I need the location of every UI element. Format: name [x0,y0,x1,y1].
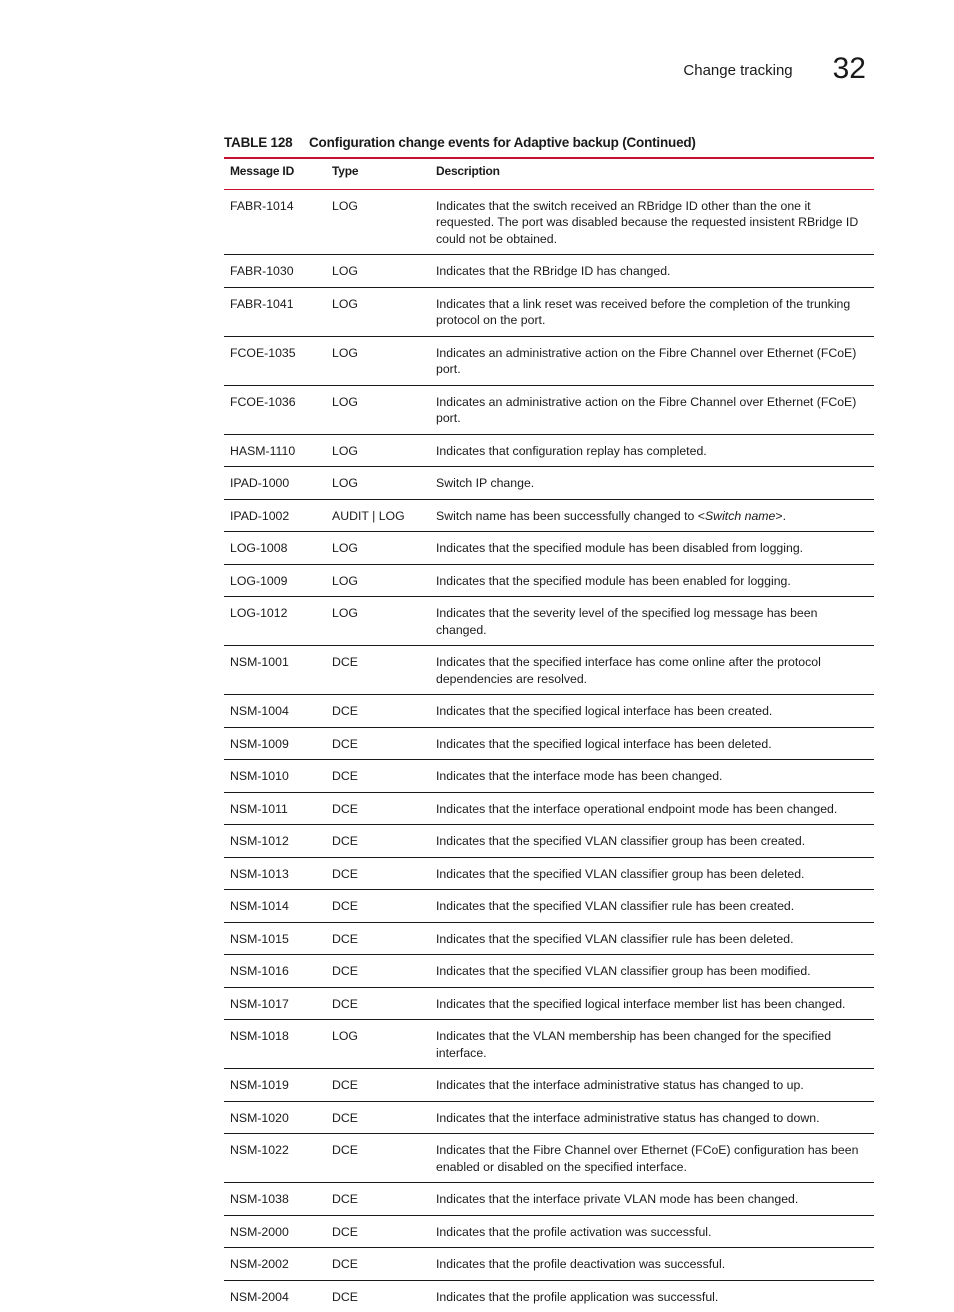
description-cell: Indicates that the specified module has been disabled from logging. [436,541,804,555]
table-title: Configuration change events for Adaptive backup (Continued) [309,135,696,150]
message-id-cell: NSM-1016 [230,964,289,978]
type-cell: DCE [332,866,358,881]
description-cell: Indicates an administrative action on the Fibre Channel over Ethernet (FCoE) port. [436,394,857,425]
table-row [224,792,874,825]
message-id-cell: NSM-1017 [230,996,289,1011]
description-cell: Indicates that the RBridge ID has changed. [436,264,671,278]
table-row [224,287,874,336]
table-row [224,467,874,500]
table-row [224,1183,874,1216]
message-id-cell: NSM-1009 [230,736,289,751]
message-id-cell: NSM-1015 [230,931,289,946]
table-number: TABLE 128 [224,135,293,150]
message-id-cell: FABR-1014 [230,198,294,213]
column-header-type: Type [332,164,359,178]
type-cell: DCE [332,931,358,946]
description-cell: Indicates that the specified VLAN classifier rule has been deleted. [436,931,794,946]
description-cell: Indicates that the interface operational endpoint mode has been changed. [436,801,838,816]
type-cell: LOG [332,476,358,490]
message-id-cell: NSM-1011 [230,801,288,816]
table-row [224,1101,874,1134]
type-cell: DCE [332,1289,358,1304]
message-id-cell: LOG-1008 [230,541,288,555]
type-cell: LOG [332,443,358,458]
message-id-cell: NSM-1020 [230,1110,289,1125]
message-id-cell: NSM-1010 [230,769,289,783]
chapter-number: 32 [832,52,866,85]
message-id-cell: NSM-1022 [230,1143,289,1157]
message-id-cell: NSM-2000 [230,1224,289,1239]
table-row [224,499,874,532]
description-cell: Indicates that the specified logical interface has been created. [436,704,773,718]
type-cell: DCE [332,1110,358,1125]
type-cell: AUDIT | LOG [332,508,405,523]
description-cell: Switch name has been successfully changed to <Switch name>. [436,508,786,523]
table-row [224,1248,874,1281]
type-cell: LOG [332,264,358,278]
table-row [224,434,874,467]
type-cell: LOG [332,345,358,360]
description-cell: Indicates that the interface private VLAN mode has been changed. [436,1192,799,1206]
message-id-cell: LOG-1009 [230,573,288,588]
table-row [224,1280,874,1312]
description-cell: Indicates that the interface administrative status has changed to down. [436,1110,820,1125]
table-row [224,646,874,695]
table-row [224,695,874,728]
type-cell: DCE [332,704,358,718]
type-cell: DCE [332,899,358,913]
type-cell: DCE [332,964,358,978]
events-table [224,157,874,1312]
message-id-cell: FCOE-1036 [230,394,296,409]
description-cell: Indicates that the specified logical interface member list has been changed. [436,996,846,1011]
description-cell: Indicates that the profile application was successful. [436,1289,719,1304]
description-cell: Indicates that the severity level of the specified log message has been changed. [436,606,818,637]
message-id-cell: FCOE-1035 [230,345,296,360]
table-row [224,255,874,288]
description-cell: Switch IP change. [436,476,535,490]
table-header-row [224,158,874,189]
table-row [224,1134,874,1183]
table-body [224,189,874,1312]
table-row [224,564,874,597]
description-cell: Indicates that the specified VLAN classifier group has been modified. [436,964,811,978]
type-cell: DCE [332,1224,358,1239]
type-cell: DCE [332,801,358,816]
description-cell: Indicates that the switch received an RBridge ID other than the one it requested. The port was disabled because the requested insistent RBridge ID could not be obtained. [436,198,859,246]
message-id-cell: HASM-1110 [230,443,296,458]
column-header-description: Description [436,164,500,178]
type-cell: DCE [332,655,358,669]
description-cell: Indicates that the specified module has been enabled for logging. [436,573,791,588]
table-row [224,1069,874,1102]
description-cell: Indicates an administrative action on the Fibre Channel over Ethernet (FCoE) port. [436,345,857,376]
table-caption [224,135,874,150]
message-id-cell: NSM-1012 [230,834,289,848]
type-cell: LOG [332,394,358,409]
description-cell: Indicates that the specified VLAN classifier group has been deleted. [436,866,805,881]
message-id-cell: LOG-1012 [230,606,288,620]
description-cell: Indicates that the specified interface has come online after the protocol dependencies are resolved. [436,655,821,686]
table-row [224,1020,874,1069]
description-cell: Indicates that the profile deactivation was successful. [436,1257,726,1271]
type-cell: LOG [332,541,358,555]
description-cell: Indicates that the specified VLAN classifier group has been created. [436,834,806,848]
table-row [224,825,874,858]
table-row [224,189,874,255]
type-cell: LOG [332,296,358,311]
type-cell: DCE [332,1257,358,1271]
table-row [224,760,874,793]
type-cell: DCE [332,996,358,1011]
table-row [224,532,874,565]
type-cell: LOG [332,573,358,588]
message-id-cell: NSM-1014 [230,899,289,913]
description-cell: Indicates that configuration replay has completed. [436,443,707,458]
message-id-cell: IPAD-1000 [230,476,290,490]
description-cell: Indicates that the Fibre Channel over Ethernet (FCoE) configuration has been enabled or disabled on the specified interface. [436,1143,859,1174]
table-row [224,987,874,1020]
type-cell: DCE [332,1192,358,1206]
type-cell: LOG [332,1029,358,1043]
table-row [224,597,874,646]
type-cell: DCE [332,1143,358,1157]
message-id-cell: NSM-1013 [230,866,289,881]
message-id-cell: NSM-2002 [230,1257,289,1271]
column-header-message-id: Message ID [230,164,295,178]
page-header [683,52,866,86]
description-cell: Indicates that the specified VLAN classifier rule has been created. [436,899,795,913]
message-id-cell: NSM-1018 [230,1029,289,1043]
type-cell: DCE [332,736,358,751]
description-cell: Indicates that the profile activation was successful. [436,1224,712,1239]
description-cell: Indicates that the VLAN membership has been changed for the specified interface. [436,1029,832,1060]
type-cell: LOG [332,198,358,213]
message-id-cell: IPAD-1002 [230,508,290,523]
type-cell: DCE [332,769,358,783]
description-cell: Indicates that the specified logical interface has been deleted. [436,736,772,751]
type-cell: DCE [332,834,358,848]
description-cell: Indicates that a link reset was received before the completion of the trunking protocol on the port. [436,296,851,327]
table-row [224,955,874,988]
message-id-cell: NSM-1004 [230,704,289,718]
type-cell: LOG [332,606,358,620]
message-id-cell: FABR-1041 [230,296,294,311]
message-id-cell: NSM-1019 [230,1078,289,1092]
table-row [224,922,874,955]
message-id-cell: FABR-1030 [230,264,294,278]
table-row [224,857,874,890]
table-row [224,1215,874,1248]
description-cell: Indicates that the interface mode has been changed. [436,769,723,783]
type-cell: DCE [332,1078,358,1092]
table-row [224,385,874,434]
message-id-cell: NSM-1001 [230,655,289,669]
message-id-cell: NSM-1038 [230,1192,289,1206]
table-row [224,727,874,760]
description-cell: Indicates that the interface administrative status has changed to up. [436,1078,804,1092]
section-title: Change tracking [683,62,793,79]
table-row [224,890,874,923]
message-id-cell: NSM-2004 [230,1289,289,1304]
table-row [224,336,874,385]
